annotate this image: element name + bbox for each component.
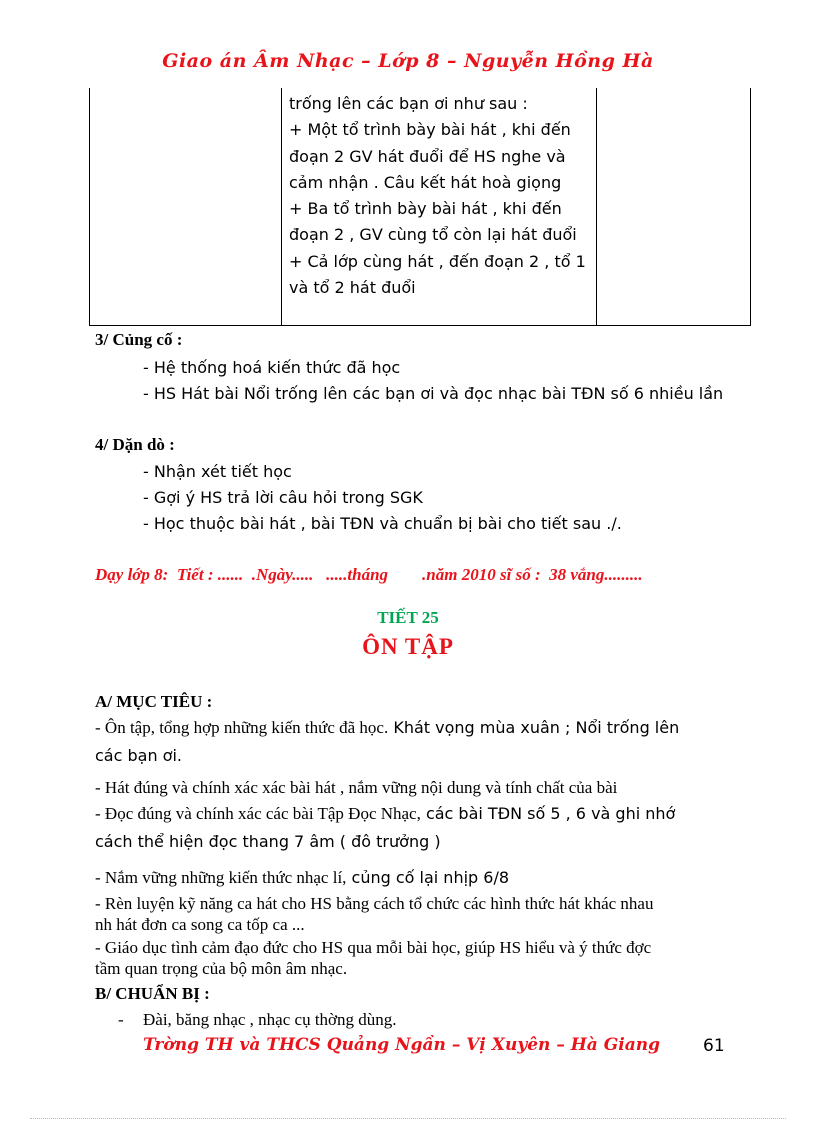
dando-item: - Nhận xét tiết học [143, 462, 292, 481]
muctieu-text: các bạn ơi. [95, 746, 182, 765]
dando-item: - Học thuộc bài hát , bài TĐN và chuẩn bị bài cho tiết sau ./. [143, 514, 622, 533]
cell-line: + Cả lớp cùng hát , đến đoạn 2 , tổ 1 [289, 251, 586, 271]
cell-line: đoạn 2 , GV cùng tổ còn lại hát đuổi [289, 225, 577, 245]
section-cungco-title: 3/ Củng cố : [95, 330, 183, 349]
muctieu-text: cách thể hiện đọc thang 7 âm ( đô trưởng ) [95, 832, 441, 851]
muctieu-item-1 [95, 718, 679, 738]
muctieu-text: các bài TĐN số 5 , 6 và ghi nhớ [420, 804, 676, 823]
page-header: Giao án Âm Nhạc – Lớp 8 – Nguyễn Hồng Hà [162, 50, 654, 72]
cell-line: + Một tổ trình bày bài hát , khi đến [289, 120, 571, 140]
muctieu-text: - Ôn tập, tổng hợp những kiến thức đã học. [95, 718, 389, 737]
muctieu-item-5: - Rèn luyện kỹ năng ca hát cho HS bằng cách tổ chức các hình thức hát khác nhau [95, 894, 654, 913]
cell-line: đoạn 2 GV hát đuổi để HS nghe và [289, 146, 566, 166]
chuanbi-dash: - [118, 1010, 124, 1029]
muctieu-item-2: - Hát đúng và chính xác xác bài hát , nắm vững nội dung và tính chất của bài [95, 778, 618, 797]
table-column-divider-2 [596, 88, 597, 325]
cell-line: trống lên các bạn ơi như sau : [289, 94, 528, 113]
muctieu-text: tầm quan trọng của bộ môn âm nhạc. [95, 959, 348, 978]
page-footer: Trờng TH và THCS Quảng Ngần – Vị Xuyên – Hà Giang [143, 1035, 660, 1055]
muctieu-item-3 [95, 804, 675, 824]
table-column-divider-1 [281, 88, 282, 325]
muctieu-item-4 [95, 868, 509, 888]
muctieu-text: củng cố lại nhịp 6/8 [346, 868, 510, 887]
section-chuanbi-title: B/ CHUẨN BỊ : [95, 984, 210, 1003]
muctieu-text: - Nắm vững những kiến thức nhạc lí, [95, 868, 347, 887]
muctieu-text: - Đọc đúng và chính xác các bài Tập Đọc Nhạc, [95, 804, 421, 823]
lesson-title: ÔN TẬP [362, 634, 454, 659]
page-bottom-rule [30, 1118, 786, 1119]
section-muctieu-title: A/ MỤC TIÊU : [95, 692, 213, 711]
muctieu-text: Khát vọng mùa xuân ; Nổi trống lên [388, 718, 680, 737]
dando-item: - Gợi ý HS trả lời câu hỏi trong SGK [143, 488, 423, 507]
cungco-item: - HS Hát bài Nổi trống lên các bạn ơi và đọc nhạc bài TĐN số 6 nhiều lần [143, 384, 724, 403]
muctieu-item-6: - Giáo dục tình cảm đạo đức cho HS qua mỗi bài học, giúp HS hiểu và ý thức đợc [95, 938, 652, 957]
cell-line: cảm nhận . Câu kết hát hoà giọng [289, 172, 562, 192]
cell-line: + Ba tổ trình bày bài hát , khi đến [289, 199, 562, 219]
cell-line: và tổ 2 hát đuổi [289, 278, 416, 298]
page-number: 61 [703, 1036, 725, 1056]
cungco-item: - Hệ thống hoá kiến thức đã học [143, 358, 401, 377]
section-dando-title: 4/ Dặn dò : [95, 435, 175, 454]
table-cell-activity [289, 91, 591, 301]
muctieu-text: nh hát đơn ca song ca tốp ca ... [95, 915, 305, 934]
chuanbi-item: Đài, băng nhạc , nhạc cụ thờng dùng. [143, 1010, 397, 1029]
class-day-line: Dạy lớp 8: Tiết : ...... .Ngày..... .....tháng .năm 2010 sĩ số : 38 vắng......... [95, 565, 643, 584]
lesson-number: TIẾT 25 [377, 608, 439, 627]
